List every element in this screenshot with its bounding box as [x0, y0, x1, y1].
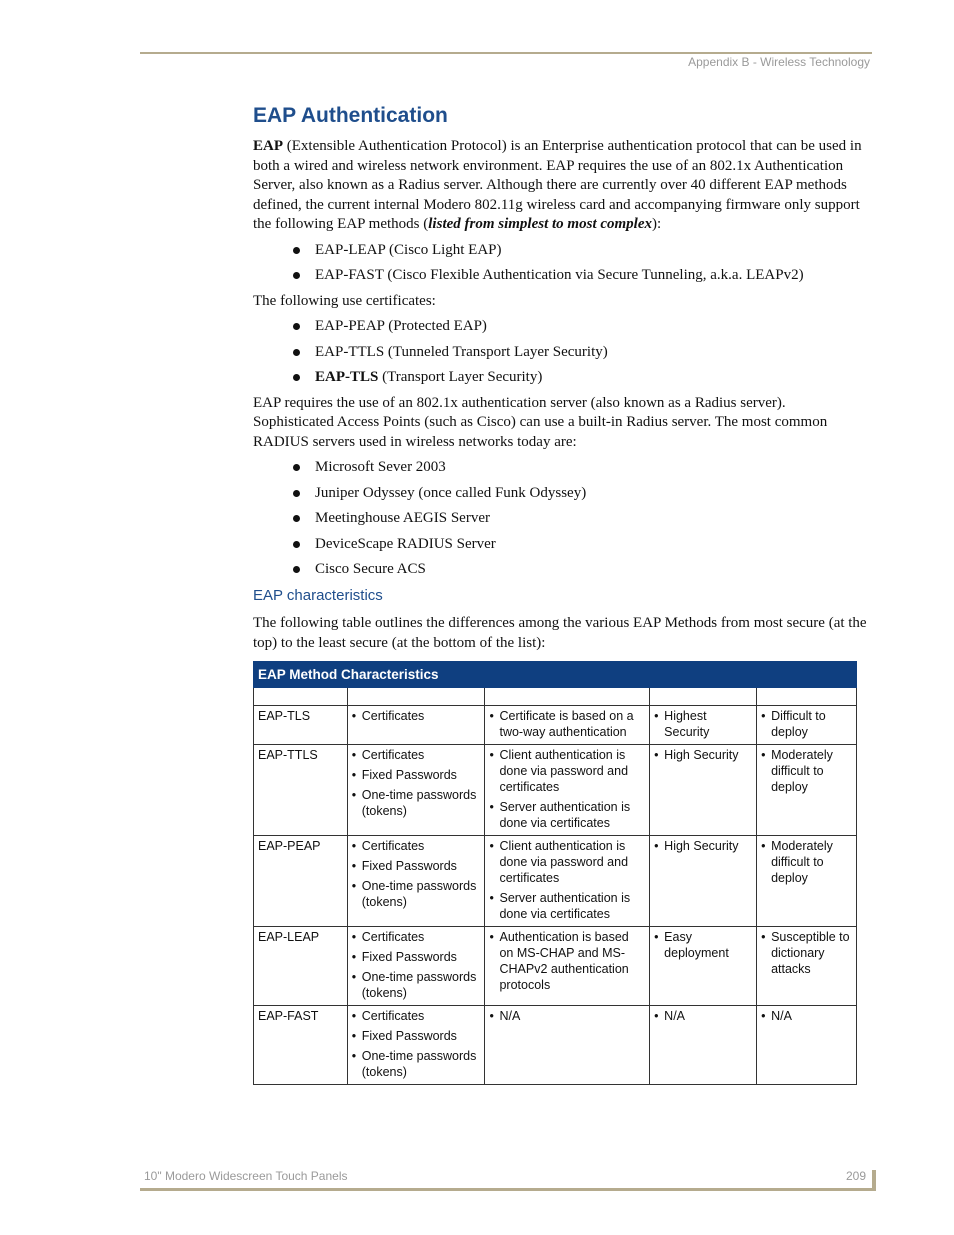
list-item: EAP-FAST (Cisco Flexible Authentication via Secure Tunneling, a.k.a. LEAPv2) [253, 266, 870, 285]
list-item: Meetinghouse AEGIS Server [253, 509, 870, 528]
deployment-cell: • N/A [757, 1006, 857, 1085]
table-header-row [254, 688, 857, 706]
list-item: EAP-PEAP (Protected EAP) [253, 317, 870, 336]
deployment-cell: • Susceptible to dictionary attacks [757, 927, 857, 1006]
method-cell: EAP-PEAP [254, 836, 348, 927]
supported-methods-list [253, 241, 870, 286]
security-cell: • High Security [650, 745, 757, 836]
list-item: EAP-TLS (Transport Layer Security) [253, 368, 870, 387]
authentication-cell: • Certificate is based on a two-way authentication [485, 706, 650, 745]
authentication-cell: • Client authentication is done via password and certificates • Server authentication is done via certificates [485, 836, 650, 927]
table-row [254, 745, 857, 836]
table-row [254, 706, 857, 745]
radius-paragraph: EAP requires the use of an 802.1x authentication server (also known as a Radius server). Sophisticated Access Points (such as Cisco) can use a built-in Radius server. The most common RADIUS servers used in wireless networks today are: [253, 394, 828, 450]
list-item: EAP-LEAP (Cisco Light EAP) [253, 241, 870, 260]
security-cell: • Highest Security [650, 706, 757, 745]
intro-text-2: ): [652, 216, 662, 232]
security-cell: • N/A [650, 1006, 757, 1085]
eap-characteristics-table [253, 661, 857, 1085]
credentials-cell: • Certificates • Fixed Passwords • One-time passwords (tokens) [347, 927, 485, 1006]
credentials-cell: • Certificates • Fixed Passwords • One-time passwords (tokens) [347, 745, 485, 836]
bullet-icon [293, 323, 300, 330]
running-header: Appendix B - Wireless Technology [688, 55, 870, 69]
table-row [254, 836, 857, 927]
bullet-icon [293, 566, 300, 573]
footer-product-name: 10" Modero Widescreen Touch Panels [144, 1169, 348, 1183]
list-item: EAP-TTLS (Tunneled Transport Layer Security) [253, 343, 870, 362]
security-cell: • High Security [650, 836, 757, 927]
list-item: Cisco Secure ACS [253, 560, 870, 579]
table-intro: The following table outlines the differences among the various EAP Methods from most secure (at the top) to the least secure (at the bottom of the list): [253, 615, 867, 651]
method-cell: EAP-FAST [254, 1006, 348, 1085]
deployment-cell: • Difficult to deploy [757, 706, 857, 745]
table-title: EAP Method Characteristics [254, 662, 857, 688]
footer-rule-tick [872, 1170, 876, 1191]
intro-text-1: (Extensible Authentication Protocol) is an Enterprise authentication protocol that can be used in both a wired and wireless network environment. EAP requires the use of an 802.1x Authentication Server, also known as a Radius server. Although there are currently over 40 different EAP methods defined, the current internal Modero 802.11g wireless card and accompanying firmware only support the following EAP methods ( [253, 138, 862, 232]
bullet-icon [293, 541, 300, 548]
section-subheading: EAP characteristics [253, 587, 383, 604]
list-item: Juniper Odyssey (once called Funk Odyssey) [253, 484, 870, 503]
intro-emphasis: listed from simplest to most complex [428, 216, 653, 232]
bullet-icon [293, 464, 300, 471]
bullet-icon [293, 247, 300, 254]
certificates-intro: The following use certificates: [253, 292, 436, 309]
authentication-cell: • N/A [485, 1006, 650, 1085]
deployment-cell: • Moderately difficult to deploy [757, 836, 857, 927]
radius-servers-list [253, 458, 870, 579]
bullet-icon [293, 374, 300, 381]
bullet-icon [293, 349, 300, 356]
authentication-cell: • Client authentication is done via password and certificates • Server authentication is done via certificates [485, 745, 650, 836]
credentials-cell: • Certificates • Fixed Passwords • One-time passwords (tokens) [347, 1006, 485, 1085]
bullet-icon [293, 490, 300, 497]
certificate-methods-list [253, 317, 870, 387]
authentication-cell: • Authentication is based on MS-CHAP and MS-CHAPv2 authentication protocols [485, 927, 650, 1006]
page-number: 209 [846, 1169, 867, 1183]
page-title: EAP Authentication [253, 104, 448, 127]
header-rule [140, 52, 872, 54]
table-row [254, 1006, 857, 1085]
list-item: DeviceScape RADIUS Server [253, 535, 870, 554]
intro-paragraph [253, 137, 870, 235]
method-cell: EAP-LEAP [254, 927, 348, 1006]
footer-rule [140, 1188, 876, 1191]
list-item: Microsoft Sever 2003 [253, 458, 870, 477]
table-row [254, 927, 857, 1006]
security-cell: • Easy deployment [650, 927, 757, 1006]
credentials-cell: • Certificates • Fixed Passwords • One-time passwords (tokens) [347, 836, 485, 927]
credentials-cell: • Certificates [347, 706, 485, 745]
method-cell: EAP-TTLS [254, 745, 348, 836]
method-cell: EAP-TLS [254, 706, 348, 745]
bullet-icon [293, 272, 300, 279]
bullet-icon [293, 515, 300, 522]
deployment-cell: • Moderately difficult to deploy [757, 745, 857, 836]
page-content [253, 104, 870, 1085]
intro-term: EAP [253, 138, 283, 154]
